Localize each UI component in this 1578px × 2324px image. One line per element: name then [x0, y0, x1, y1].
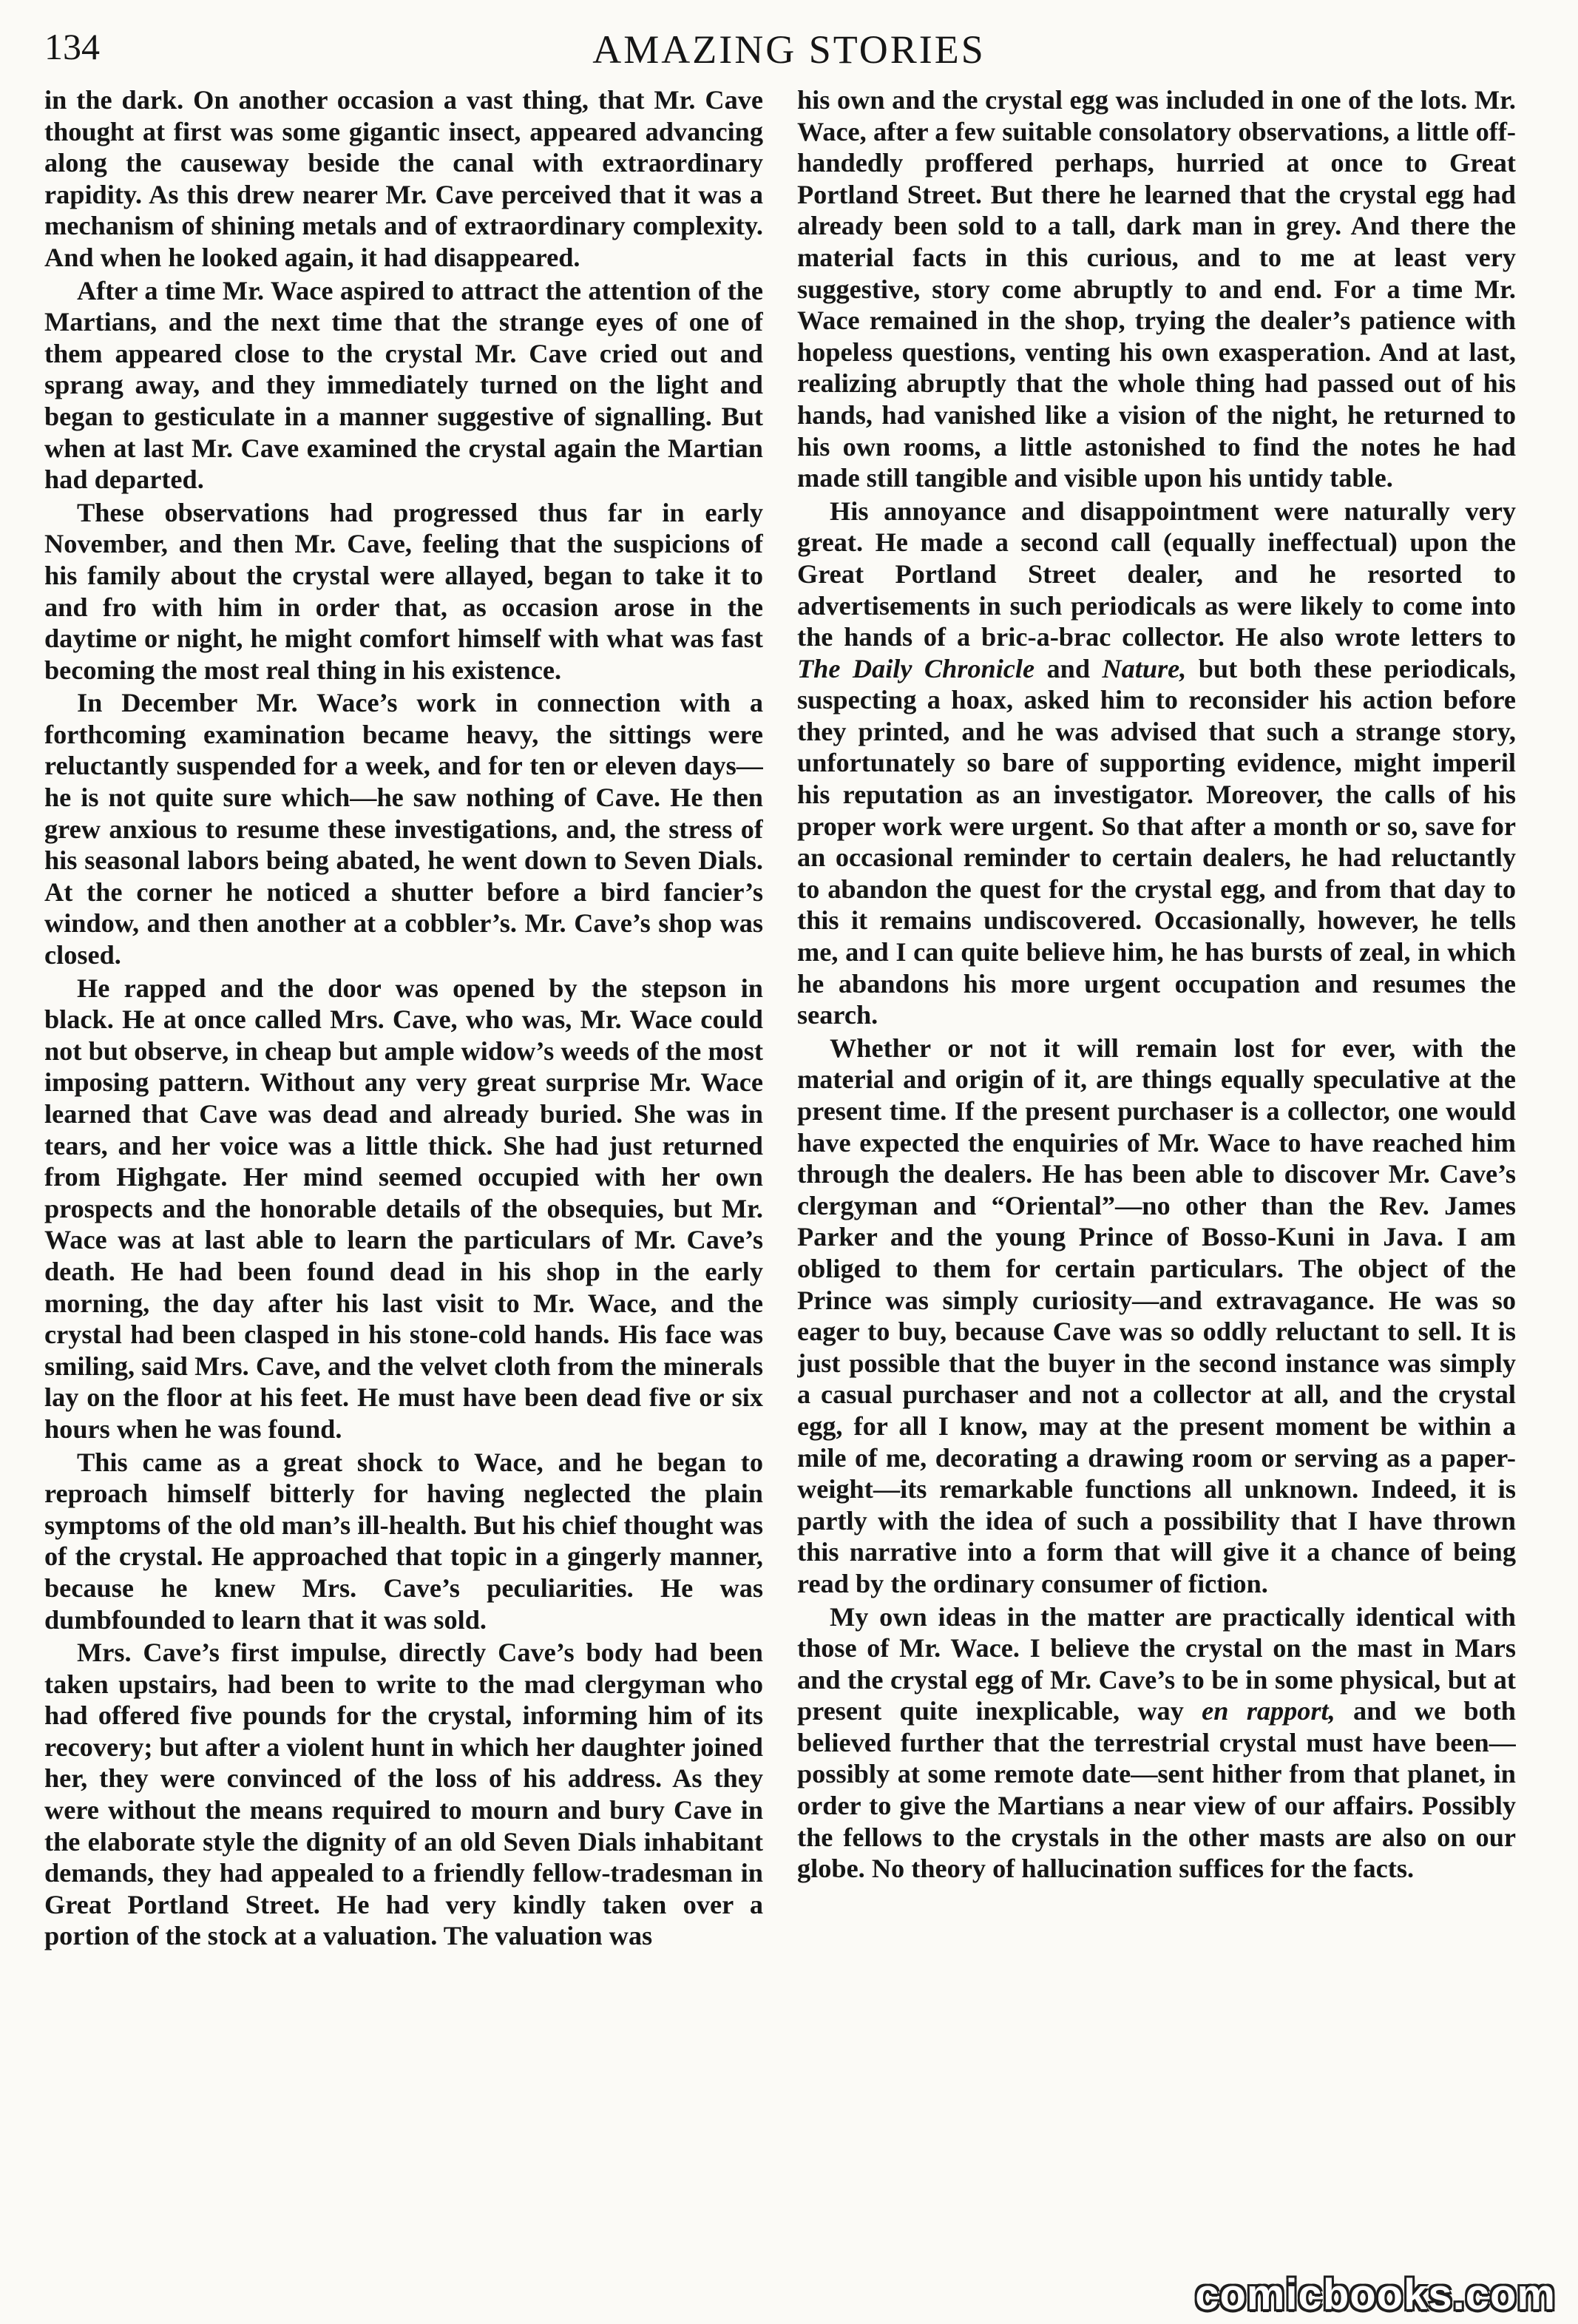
periodical-title: Nature, — [1102, 653, 1187, 683]
paragraph: Whether or not it will remain lost for ever, with the material and origin of it, are things equally speculative at the present time. If the present purchaser is a collector, one would have expected the enquiries of Mr. Wace to have reached him through the dealers. He has been able to discover Mr. Cave’s clergyman and “Oriental”—no other than the Rev. James Parker and the young Prince of Bosso-Kuni in Java. I am obliged to them for certain particulars. The object of the Prince was simply curiosity—and extravagance. He was so eager to buy, because Cave was so oddly reluctant to sell. It is just possible that the buyer in the second instance was simply a casual purchaser and not a collector at all, and the crystal egg, for all I know, may at the present moment be within a mile of me, decorating a drawing room or serving as a paper-weight—its remarkable functions all unknown. Indeed, it is partly with the idea of such a possibility that I have thrown this narrative into a form that will give it a chance of being read by the ordinary consumer of fiction. — [797, 1033, 1516, 1598]
page-number: 134 — [44, 26, 100, 67]
periodical-title: The Daily Chronicle — [797, 653, 1035, 683]
magazine-title: AMAZING STORIES — [592, 27, 986, 72]
text-run: but both these periodicals, suspecting a hoax, asked him to reconsider his action before they printed, and he was advised that such a strange story, unfortunately so bare of supporting evidence, might imperil his reputation as an investigator. Moreover, the calls of his proper work were urgent. So that after a month or so, save for an occasional reminder to certain dealers, he had reluctantly to abandon the quest for the crystal egg, and from that day to this it remains undiscovered. Occasionally, however, he tells me, and I can quite believe him, he has bursts of zeal, in which he abandons his more urgent occupation and resumes the search. — [797, 653, 1516, 1030]
paragraph — [797, 1601, 1516, 1885]
paragraph: Mrs. Cave’s first impulse, directly Cave’s body had been taken upstairs, had been to write to the mad clergyman who had offered five pounds for the crystal, informing him of its recovery; but after a violent hunt in which her daughter joined her, they were convinced of the loss of his address. As they were without the means required to mourn and bury Cave in the elaborate style the dignity of an old Seven Dials inhabitant demands, they had appealed to a friendly fellow-tradesman in Great Portland Street. He had very kindly taken over a portion of the stock at a valuation. The valuation was — [44, 1638, 763, 1951]
italic-phrase: en rapport, — [1202, 1696, 1335, 1726]
text-run: His annoyance and disappointment were naturally very great. He made a second call (equally ineffectual) upon the Great Portland Street dealer, and he resorted to advertisements in such periodicals as were likely to come into the hands of a bric-a-brac collector. He also wrote letters to — [797, 496, 1516, 652]
paragraph: his own and the crystal egg was included in one of the lots. Mr. Wace, after a few suitable consolatory observations, a little off-handedly proffered perhaps, hurried at once to Great Portland Street. But there he learned that the crystal egg had already been sold to a tall, dark man in grey. And there the material facts in this curious, and to me at least very suggestive, story come abruptly to and end. For a time Mr. Wace remained in the shop, trying the dealer’s patience with hopeless questions, venting his own exasperation. And at last, realizing abruptly that the whole thing had passed out of his hands, had vanished like a vision of the night, he returned to his own rooms, a little astonished to find the notes he had made still tangible and visible upon his untidy table. — [797, 85, 1516, 493]
left-column — [44, 84, 763, 2274]
paragraph: After a time Mr. Wace aspired to attract the attention of the Martians, and the next time that the strange eyes of one of them appeared close to the crystal Mr. Cave cried out and sprang away, and they immediately turned on the light and began to gesticulate in a manner suggestive of signalling. But when at last Mr. Cave examined the crystal again the Martian had departed. — [44, 275, 763, 495]
paragraph: He rapped and the door was opened by the stepson in black. He at once called Mrs. Cave, who was, Mr. Wace could not but observe, in cheap but ample widow’s weeds of the most imposing pattern. Without any very great surprise Mr. Wace learned that Cave was dead and already buried. She was in tears, and her voice was a little thick. She had just returned from Highgate. Her mind seemed occupied with her own prospects and the honorable details of the obsequies, but Mr. Wace was at last able to learn the particulars of Mr. Cave’s death. He had been found dead in his shop in the early morning, the day after his last visit to Mr. Wace, and the crystal had been clasped in his stone-cold hands. His face was smiling, said Mrs. Cave, and the velvet cloth from the minerals lay on the floor at his feet. He must have been dead five or six hours when he was found. — [44, 973, 763, 1444]
text-run: and we both believed further that the terrestrial crystal must have been—possibly at some remote date—sent hither from that planet, in order to give the Martians a near view of our affairs. Possibly the fellows to the crystals in the other masts are also on our globe. No theory of hallucination suffices for the facts. — [797, 1696, 1516, 1884]
text-run: My own ideas in the matter are practically identical with those of Mr. Wace. I believe the crystal on the mast in Mars and the crystal egg of Mr. Cave’s to be in some physical, but at present quite inexplicable, way — [797, 1601, 1516, 1726]
article-body — [44, 84, 1516, 2274]
watermark: comicbooks.com — [1195, 2271, 1556, 2319]
paragraph: This came as a great shock to Wace, and he began to reproach himself bitterly for having neglected the plain symptoms of the old man’s ill-health. But his chief thought was of the crystal. He approached that topic in a gingerly manner, because he knew Mrs. Cave’s peculiarities. He was dumbfounded to learn that it was sold. — [44, 1447, 763, 1635]
paragraph — [797, 496, 1516, 1031]
paragraph: In December Mr. Wace’s work in connection with a forthcoming examination became heavy, the sittings were reluctantly suspended for a week, and for ten or eleven days—he is not quite sure which—he saw nothing of Cave. He then grew anxious to resume these investigations, and, the stress of his seasonal labors being abated, he went down to Seven Dials. At the corner he noticed a shutter before a bird fancier’s window, and then another at a cobbler’s. Mr. Cave’s shop was closed. — [44, 688, 763, 970]
paragraph: in the dark. On another occasion a vast thing, that Mr. Cave thought at first was some gigantic insect, appeared advancing along the causeway beside the canal with extraordinary rapidity. As this drew nearer Mr. Cave perceived that it was a mechanism of shining metals and of extraordinary complexity. And when he looked again, it had disappeared. — [44, 85, 763, 272]
text-run: and — [1034, 653, 1103, 683]
right-column — [797, 84, 1516, 2274]
paragraph: These observations had progressed thus far in early November, and then Mr. Cave, feeling that the suspicions of his family about the crystal were allayed, began to take it to and fro with him in order that, as occasion arose in the daytime or night, he might comfort himself with what was fast becoming the most real thing in his existence. — [44, 497, 763, 685]
